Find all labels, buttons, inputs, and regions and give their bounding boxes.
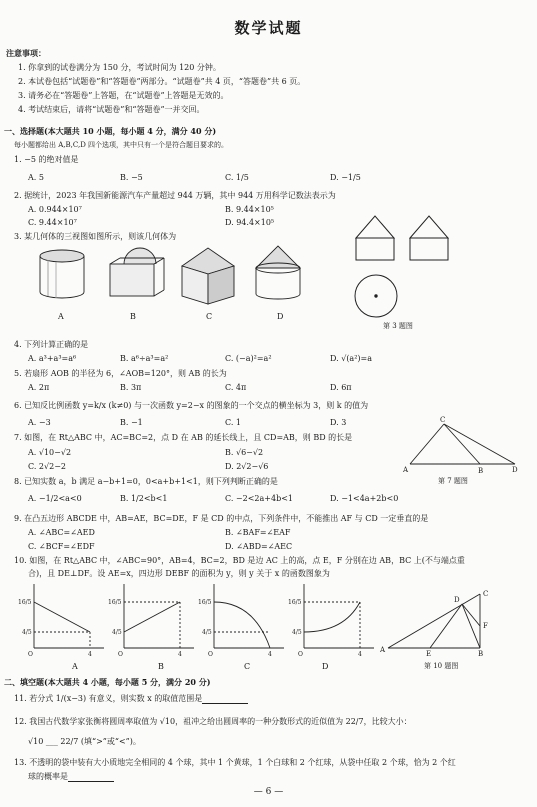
q1-stem: 1. −5 的绝对值是: [14, 155, 79, 164]
q3-figure-caption: 第 3 题图: [383, 322, 413, 330]
svg-text:16/5: 16/5: [198, 599, 212, 606]
q3-solid-a: [40, 250, 84, 298]
q7-stem: 7. 如图，在 Rt△ABC 中，AC=BC=2，点 D 在 AB 的延长线上，且 CD=AB，则 BD 的长是: [14, 433, 353, 442]
svg-text:F: F: [483, 622, 488, 630]
q4-option-a: A. a³+a³=a⁶: [28, 354, 77, 363]
q3-label-c: C: [206, 312, 213, 321]
notes-item: 4. 考试结束后，请将“试题卷”和“答题卷”一并交回。: [18, 105, 205, 114]
q5-stem: 5. 若扇形 AOB 的半径为 6，∠AOB=120°，则 AB 的长为: [14, 369, 227, 378]
q6-stem: 6. 已知反比例函数 y=k/x (k≠0) 与一次函数 y=2−x 的图象的一个交点的横坐标为 3，则 k 的值为: [14, 401, 369, 410]
q8-option-d: D. −1<4a+2b<0: [330, 494, 399, 503]
q4-option-b: B. a⁶÷a³=a²: [120, 354, 169, 363]
section1-heading: 一、选择题(本大题共 10 小题，每小题 4 分，满分 40 分): [4, 126, 217, 136]
svg-text:O: O: [208, 651, 213, 658]
svg-text:4: 4: [268, 651, 272, 658]
svg-text:4/5: 4/5: [202, 629, 212, 636]
svg-text:C: C: [483, 590, 489, 598]
svg-text:A: A: [403, 466, 409, 474]
q4-option-d: D. √(a²)=a: [330, 354, 373, 363]
q12-line1: 12. 我国古代数学家张衡将圆周率取值为 √10，祖冲之给出圆周率的一种分数形式的近似值为 22/7，比较大小：: [14, 717, 412, 726]
q2-option-a: A. 0.944×10⁷: [28, 205, 82, 214]
svg-text:B: B: [478, 650, 484, 656]
q7-option-c: C. 2√2−2: [28, 462, 66, 471]
q10-graph-b: [124, 584, 194, 648]
svg-text:16/5: 16/5: [108, 599, 122, 606]
q6-option-c: C. 1: [225, 418, 242, 427]
q5-option-b: B. 3π: [120, 383, 142, 392]
svg-text:C: C: [440, 416, 446, 424]
q9-option-a: A. ∠ABC=∠AED: [28, 528, 95, 537]
side-view: [410, 216, 448, 238]
q3-three-views: [348, 210, 458, 320]
svg-text:O: O: [28, 651, 33, 658]
front-view: [356, 216, 394, 238]
q1-option-a: A. 5: [28, 173, 44, 182]
svg-text:4: 4: [88, 651, 92, 658]
q10-label-a: A: [72, 662, 78, 671]
notes-item: 2. 本试卷包括“试题卷”和“答题卷”两部分。“试题卷”共 4 页，“答题卷”共 6 页。: [18, 77, 306, 86]
q9-option-b: B. ∠BAF=∠EAF: [225, 528, 291, 537]
q10-stem-line2: 合)，且 DE⊥DF。设 AE=x，四边形 DEBF 的面积为 y，则 y 关于 x 的函数图象为: [28, 569, 330, 578]
q3-label-d: D: [277, 312, 284, 321]
q10-figure-caption: 第 10 题图: [424, 662, 459, 670]
svg-text:E: E: [426, 650, 432, 656]
svg-text:D: D: [512, 466, 518, 474]
page-title: 数学试题: [234, 19, 303, 37]
q3-label-a: A: [58, 312, 64, 321]
q9-stem: 9. 在凸五边形 ABCDE 中，AB=AE，BC=DE，F 是 CD 的中点，下列条件中，不能推出 AF 与 CD 一定垂直的是: [14, 514, 429, 523]
q7-option-a: A. √10−√2: [28, 448, 72, 457]
page-number: — 6 —: [253, 787, 284, 797]
q10-graphs: [14, 580, 374, 660]
q11-line: [14, 694, 248, 704]
q9-option-c: C. ∠BCF=∠EDF: [28, 542, 95, 551]
q8-stem: 8. 已知实数 a，b 满足 a−b+1=0，0<a+b+1<1，则下列判断正确的是: [14, 477, 278, 486]
svg-text:4: 4: [358, 651, 362, 658]
q3-label-b: B: [130, 312, 136, 321]
svg-text:16/5: 16/5: [288, 599, 302, 606]
svg-text:D: D: [454, 596, 460, 604]
q10-label-b: B: [158, 662, 164, 671]
svg-text:16/5: 16/5: [18, 599, 32, 606]
q11-answer-blank: [202, 695, 248, 704]
q10-graph-d: [304, 584, 374, 648]
q10-stem-line1: 10. 如图，在 Rt△ABC 中，∠ABC=90°，AB=4，BC=2，BD 是边 AC 上的高，点 E，F 分别在边 AB，BC 上(不与端点重: [14, 556, 465, 565]
q5-option-a: A. 2π: [28, 383, 50, 392]
q4-stem: 4. 下列计算正确的是: [14, 340, 89, 349]
q13-line1: 13. 不透明的袋中装有大小质地完全相同的 4 个球，其中 1 个黄球，1 个白球和 2 个红球，从袋中任取 2 个球，恰为 2 个红: [14, 758, 456, 767]
q13-line2-wrap: [28, 772, 114, 782]
section1-instruction: 每小题都给出 A,B,C,D 四个选项，其中只有一个是符合题目要求的。: [14, 141, 229, 149]
q3-stem: 3. 某几何体的三视图如图所示，则该几何体为: [14, 232, 177, 241]
q1-option-c: C. 1/5: [225, 173, 249, 182]
q7-figure: [400, 414, 525, 476]
q6-option-a: A. −3: [28, 418, 51, 427]
q5-option-d: D. 6π: [330, 383, 352, 392]
q10-figure: [380, 586, 520, 656]
q7-figure-caption: 第 7 题图: [438, 477, 468, 485]
q10-graph-a: [34, 584, 104, 648]
svg-text:4: 4: [178, 651, 182, 658]
q12-line2: √10 ___ 22/7 (填“>”或“<”)。: [28, 737, 141, 746]
q3-solid-d: [256, 246, 300, 299]
svg-text:4/5: 4/5: [292, 629, 302, 636]
svg-text:A: A: [380, 646, 386, 654]
q7-option-d: D. 2√2−√6: [225, 462, 269, 471]
notes-item: 3. 请务必在“答题卷”上答题，在“试题卷”上答题是无效的。: [18, 91, 229, 100]
svg-text:4/5: 4/5: [22, 629, 32, 636]
q3-solid-figures: [30, 244, 320, 308]
q6-option-b: B. −1: [120, 418, 143, 427]
notes-heading: 注意事项：: [6, 48, 46, 58]
q2-option-b: B. 9.44×10⁵: [225, 205, 274, 214]
section2-heading: 二、填空题(本大题共 4 小题，每小题 5 分，满分 20 分): [4, 677, 211, 687]
q13-line2: 球的概率是: [28, 772, 68, 781]
q10-label-d: D: [322, 662, 329, 671]
q4-option-c: C. (−a)²=a²: [225, 354, 272, 363]
q8-option-b: B. 1/2<b<1: [120, 494, 168, 503]
q5-option-c: C. 4π: [225, 383, 247, 392]
q2-option-c: C. 9.44×10⁷: [28, 218, 77, 227]
svg-text:B: B: [478, 467, 484, 475]
q8-option-c: C. −2<2a+4b<1: [225, 494, 293, 503]
q2-stem: 2. 据统计，2023 年我国新能源汽车产量超过 944 万辆，其中 944 万用科学记数法表示为: [14, 191, 336, 200]
q3-solid-b: [110, 248, 164, 296]
q8-option-a: A. −1/2<a<0: [28, 494, 82, 503]
q11-text: 11. 若分式 1/(x−3) 有意义，则实数 x 的取值范围是: [14, 694, 203, 703]
q1-option-d: D. −1/5: [330, 173, 361, 182]
q1-option-b: B. −5: [120, 173, 143, 182]
q10-label-c: C: [244, 662, 251, 671]
q6-option-d: D. 3: [330, 418, 347, 427]
svg-text:O: O: [298, 651, 303, 658]
q3-solid-c: [182, 248, 234, 304]
q2-option-d: D. 94.4×10⁵: [225, 218, 275, 227]
svg-text:4/5: 4/5: [112, 629, 122, 636]
notes-item: 1. 你拿到的试卷满分为 150 分，考试时间为 120 分钟。: [18, 63, 221, 72]
q9-option-d: D. ∠ABD=∠AEC: [225, 542, 293, 551]
q10-graph-c: [214, 584, 284, 648]
q7-option-b: B. √6−√2: [225, 448, 264, 457]
q13-answer-blank: [68, 773, 114, 782]
svg-text:O: O: [118, 651, 123, 658]
